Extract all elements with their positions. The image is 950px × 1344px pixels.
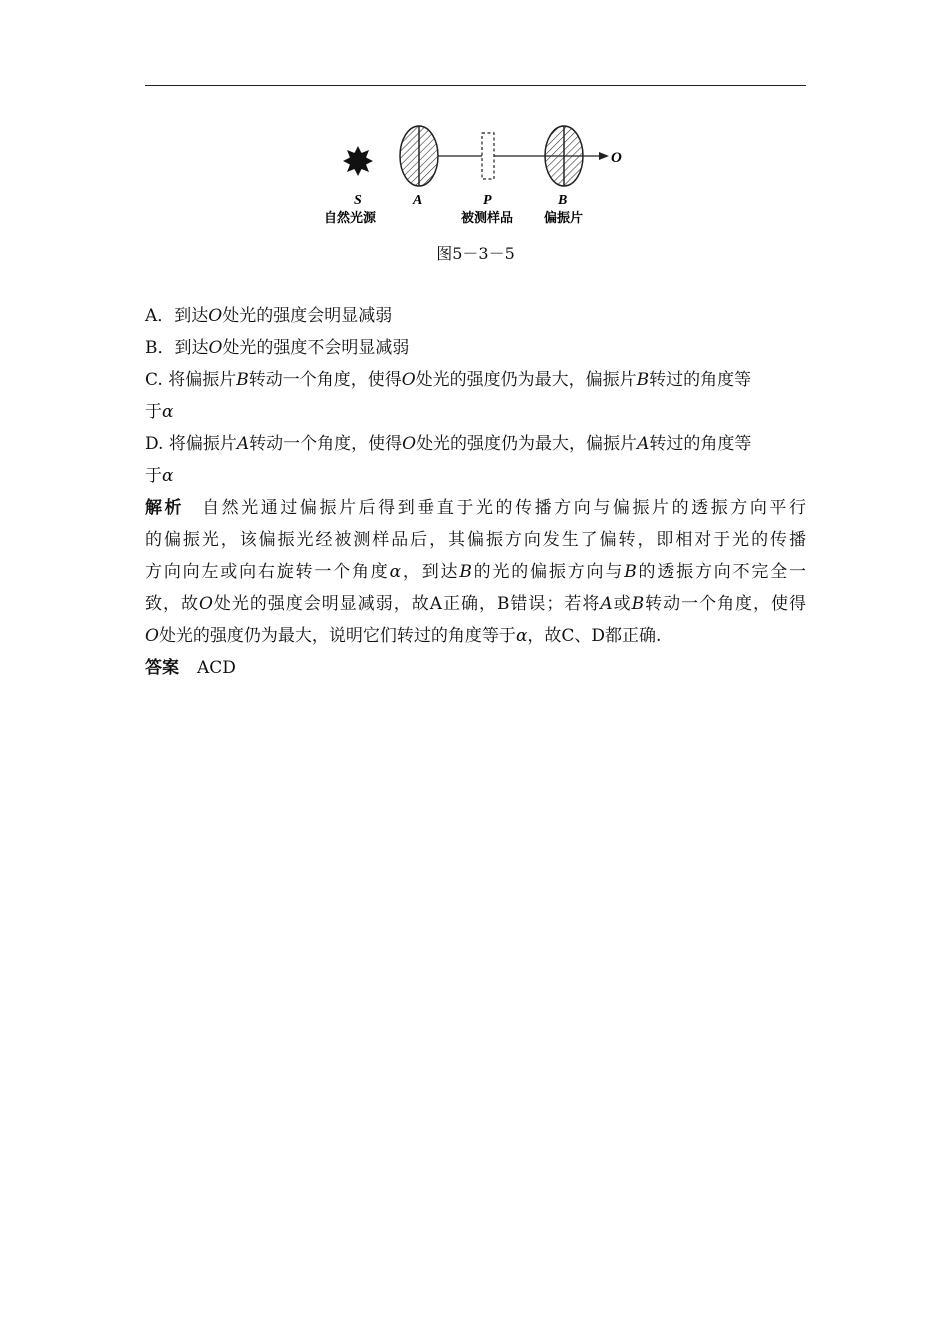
label-b: B xyxy=(558,193,568,208)
analysis-line-5: O处光的强度仍为最大，说明它们转过的角度等于α，故C、D都正确. xyxy=(145,626,662,646)
option-d-line1: D. 将偏振片A转动一个角度，使得O处光的强度仍为最大，偏振片A转过的角度等 xyxy=(145,434,752,454)
analysis-label: 解析 xyxy=(145,498,185,518)
polarizer-a xyxy=(400,126,438,186)
figure-caption: 图5－3－5 xyxy=(436,244,515,263)
option-a: A．到达O处光的强度会明显减弱 xyxy=(145,306,393,326)
label-a: A xyxy=(413,193,423,208)
header-rule xyxy=(145,85,806,86)
option-b: B．到达O处光的强度不会明显减弱 xyxy=(145,338,410,358)
option-c-line2: 于α xyxy=(145,402,174,422)
option-d-line2: 于α xyxy=(145,466,174,486)
analysis-line-2: 的偏振光，该偏振光经被测样品后，其偏振方向发生了偏转，即相对于光的传播 xyxy=(145,530,806,550)
sun-icon xyxy=(343,146,373,176)
answer-line xyxy=(145,652,806,684)
label-o: O xyxy=(611,150,622,166)
polarizer-b xyxy=(545,126,583,186)
label-source-name: 自然光源 xyxy=(324,211,377,226)
question-body xyxy=(145,300,806,684)
answer-value: ACD xyxy=(197,658,236,678)
option-c-line1: C. 将偏振片B转动一个角度，使得O处光的强度仍为最大，偏振片B转过的角度等 xyxy=(145,370,752,390)
polarizer-diagram xyxy=(320,118,640,233)
sample-p xyxy=(482,133,494,179)
label-b-name: 偏振片 xyxy=(544,211,584,226)
polarizer-diagram-svg xyxy=(320,118,640,233)
label-s: S xyxy=(354,193,362,208)
analysis-line-3: 方向向左或向右旋转一个角度α，到达B的光的偏振方向与B的透振方向不完全一 xyxy=(145,562,807,582)
analysis-line-1: 解析 自然光通过偏振片后得到垂直于光的传播方向与偏振片的透振方向平行 xyxy=(145,498,806,518)
answer-label: 答案 xyxy=(145,658,179,678)
arrow-head-icon xyxy=(599,152,609,160)
analysis-line-4: 致，故O处光的强度会明显减弱，故A正确，B错误；若将A或B转动一个角度，使得 xyxy=(145,594,807,614)
label-p-name: 被测样品 xyxy=(461,211,514,226)
label-p: P xyxy=(483,193,492,208)
